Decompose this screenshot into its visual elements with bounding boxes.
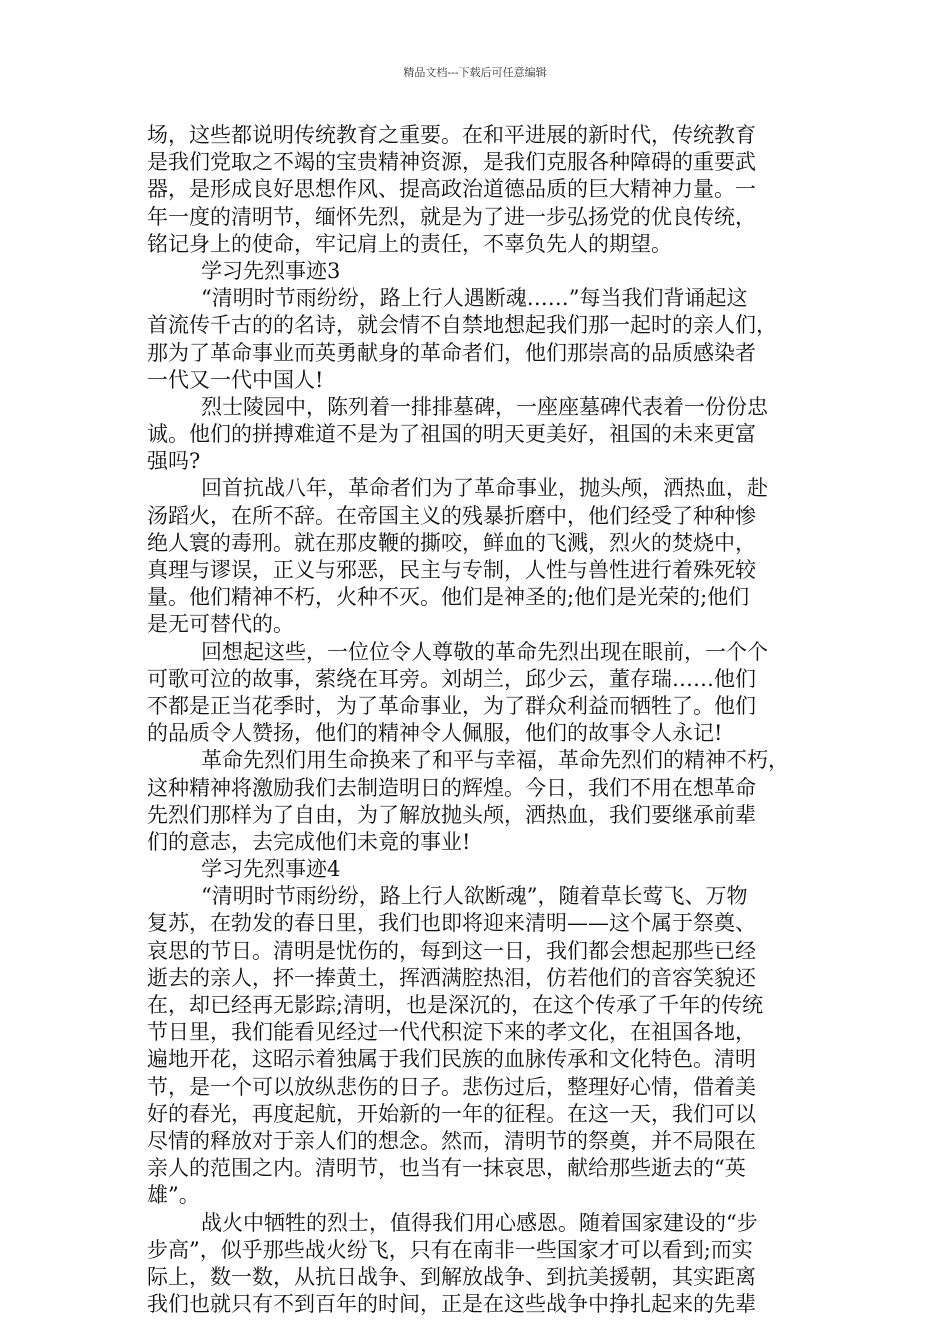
- text-line: 这种精神将激励我们去制造明日的辉煌。今日，我们不用在想革命: [147, 775, 756, 800]
- text-line: 场，这些都说明传统教育之重要。在和平进展的新时代，传统教育: [147, 123, 756, 147]
- text-line: “清明时节雨纷纷，路上行人欲断魂”，随着草长莺飞、万物: [201, 884, 748, 909]
- text-line: 节，是一个可以放纵悲伤的日子。悲伤过后，整理好心情，借着美: [147, 1074, 756, 1099]
- text-line: 学习先烈事迹4: [201, 857, 341, 882]
- text-line: 真理与谬误，正义与邪恶，民主与专制，人性与兽性进行着殊死较: [147, 558, 756, 582]
- text-line: 步高”，似乎那些战火纷飞，只有在南非一些国家才可以看到;而实: [147, 1237, 753, 1262]
- text-line: 烈士陵园中，陈列着一排排墓碑，一座座墓碑代表着一份份忠: [201, 394, 768, 419]
- text-line: 战火中牺牲的烈士，值得我们用心感恩。随着国家建设的“步: [201, 1210, 758, 1235]
- text-line: 革命先烈们用生命换来了和平与幸福，革命先烈们的精神不朽，: [201, 748, 789, 773]
- text-line: 铭记身上的使命，牢记肩上的责任，不辜负先人的期望。: [147, 231, 672, 256]
- text-line: 强吗?: [147, 449, 201, 474]
- text-line: 亲人的范围之内。清明节，也当有一抹哀思，献给那些逝去的“英: [147, 1156, 746, 1181]
- text-line: 复苏，在勃发的春日里，我们也即将迎来清明——这个属于祭奠、: [147, 911, 756, 936]
- text-line: 尽情的释放对于亲人们的想念。然而，清明节的祭奠，并不局限在: [147, 1128, 756, 1153]
- text-line: 遍地开花，这昭示着独属于我们民族的血脉传承和文化特色。清明: [147, 1047, 756, 1072]
- text-line: 先烈们那样为了自由，为了解放抛头颅，洒热血，我们要继承前辈: [147, 802, 756, 827]
- text-line: 器，是形成良好思想作风、提高政治道德品质的巨大精神力量。一: [147, 177, 756, 202]
- text-line: 是无可替代的。: [147, 612, 294, 637]
- page-header: 精品文档---下载后可任意编辑: [403, 66, 547, 79]
- text-line: 的品质令人赞扬，他们的精神令人佩服，他们的故事令人永记!: [147, 721, 723, 746]
- text-line: 们的意志，去完成他们未竟的事业!: [147, 829, 471, 854]
- text-line: 雄”。: [147, 1183, 200, 1208]
- text-line: 首流传千古的的名诗，就会情不自禁地想起我们那一起时的亲人们，: [147, 313, 777, 338]
- document-body: [147, 122, 812, 1318]
- text-line: 我们也就只有不到百年的时间，正是在这些战争中挣扎起来的先辈: [147, 1292, 756, 1317]
- text-line: 那为了革命事业而英勇献身的革命者们，他们那崇高的品质感染者: [147, 340, 756, 365]
- text-line: 好的春光，再度起航，开始新的一年的征程。在这一天，我们可以: [147, 1101, 756, 1126]
- text-line: 逝去的亲人，抔一捧黄土，挥洒满腔热泪，仿若他们的音容笑貌还: [147, 965, 756, 990]
- text-line: 回想起这些，一位位令人尊敬的革命先烈出现在眼前，一个个: [201, 639, 768, 664]
- text-line: 年一度的清明节，缅怀先烈，就是为了进一步弘扬党的优良传统，: [147, 204, 756, 229]
- text-line: 量。他们精神不朽，火种不灭。他们是神圣的;他们是光荣的;他们: [147, 585, 750, 610]
- text-line: 绝人寰的毒刑。就在那皮鞭的撕咬，鲜血的飞溅，烈火的焚烧中，: [147, 530, 756, 555]
- text-line: 回首抗战八年，革命者们为了革命事业，抛头颅，洒热血，赴: [201, 476, 768, 501]
- text-line: 学习先烈事迹3: [201, 258, 341, 283]
- text-line: 哀思的节日。清明是忧伤的，每到这一日，我们都会想起那些已经: [147, 938, 756, 963]
- text-line: 际上，数一数，从抗日战争、到解放战争、到抗美援朝，其实距离: [147, 1264, 756, 1289]
- text-line: 汤蹈火，在所不辞。在帝国主义的残暴折磨中，他们经受了种种惨: [147, 503, 756, 528]
- text-line: 可歌可泣的故事，萦绕在耳旁。刘胡兰，邱少云，董存瑞……他们: [147, 666, 756, 691]
- text-line: “清明时节雨纷纷，路上行人遇断魂……”每当我们背诵起这: [201, 286, 748, 311]
- text-line: 一代又一代中国人!: [147, 367, 324, 392]
- text-line: 是我们党取之不竭的宝贵精神资源，是我们克服各种障碍的重要武: [147, 150, 756, 175]
- text-line: 不都是正当花季时，为了革命事业，为了群众利益而牺牲了。他们: [147, 693, 756, 718]
- text-line: 诚。他们的拼搏难道不是为了祖国的明天更美好，祖国的未来更富: [147, 422, 756, 447]
- text-line: 在，却已经再无影踪;清明，也是深沉的，在这个传承了千年的传统: [147, 993, 764, 1017]
- text-line: 节日里，我们能看见经过一代代积淀下来的孝文化，在祖国各地，: [147, 1020, 756, 1045]
